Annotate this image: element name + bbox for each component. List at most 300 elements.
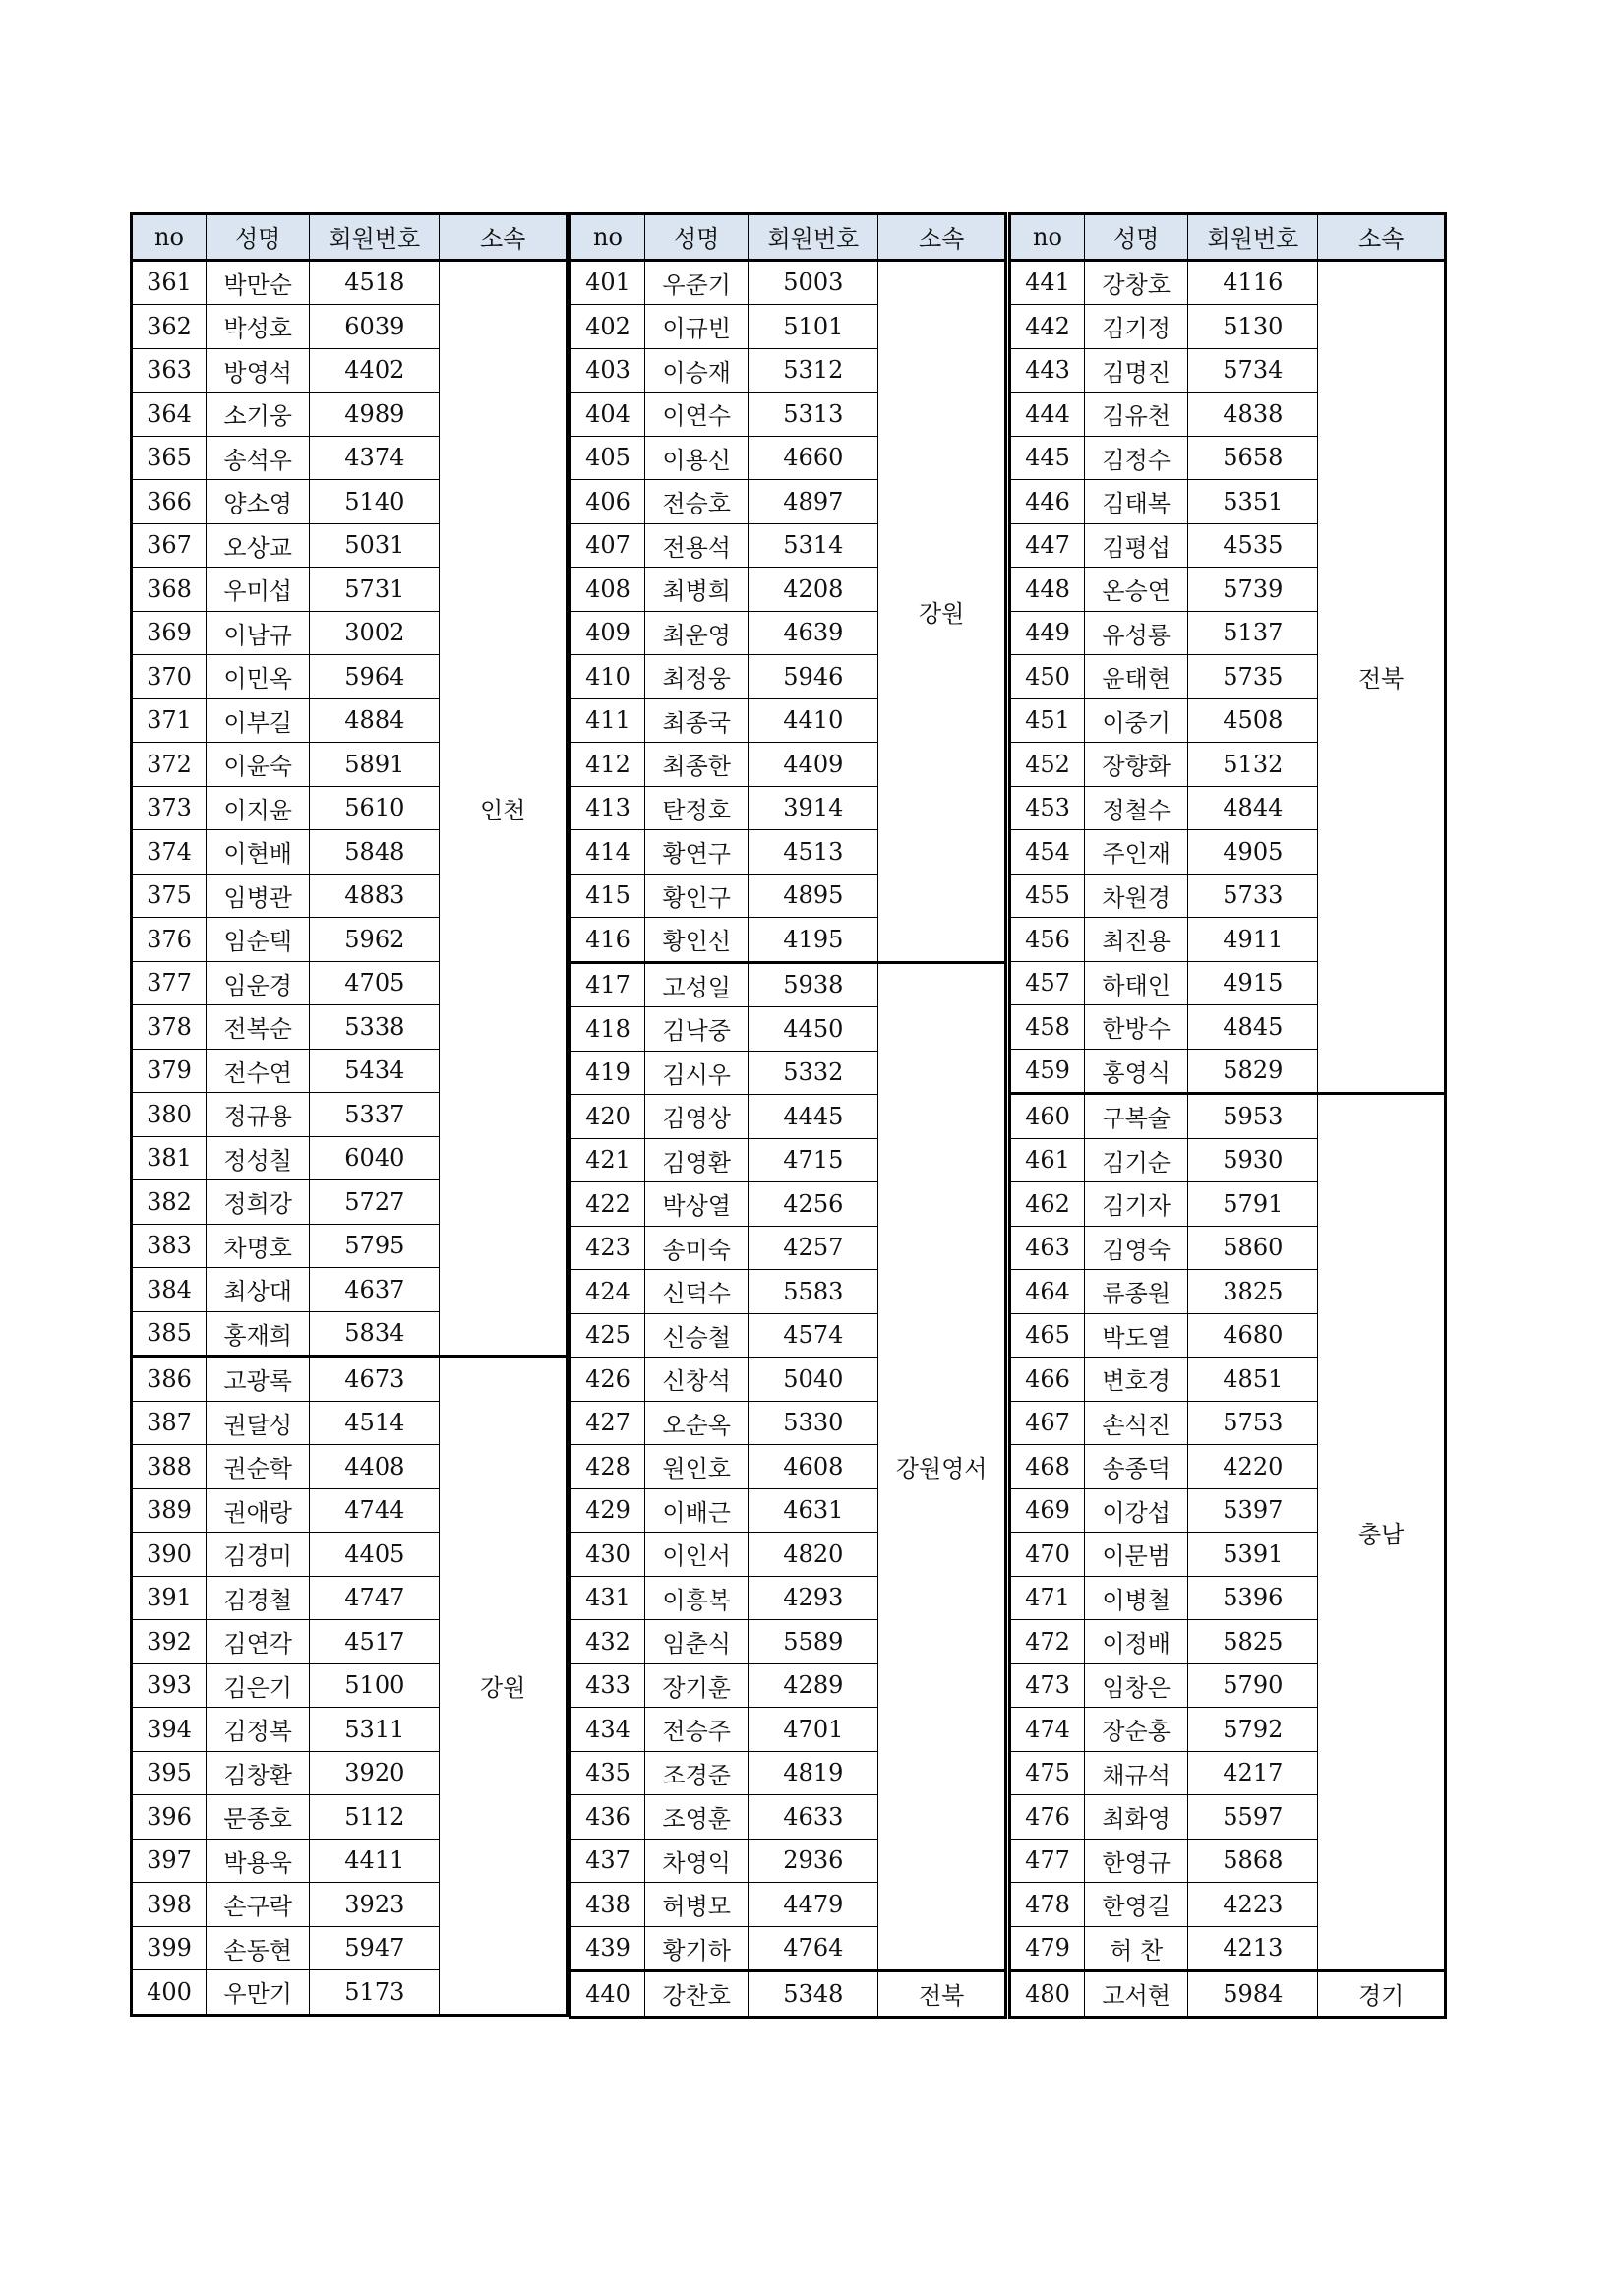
- cell-name: 강창호: [1084, 260, 1187, 305]
- cell-name: 김시우: [644, 1051, 748, 1095]
- cell-name: 이병철: [1084, 1576, 1187, 1620]
- cell-no: 446: [1010, 480, 1085, 524]
- cell-member-no: 4851: [1188, 1358, 1318, 1402]
- cell-no: 440: [570, 1971, 645, 2018]
- cell-name: 양소영: [206, 480, 309, 524]
- cell-name: 임병관: [206, 874, 309, 918]
- cell-no: 452: [1010, 743, 1085, 787]
- cell-no: 371: [132, 698, 207, 743]
- cell-name: 정규용: [206, 1093, 309, 1137]
- cell-no: 397: [132, 1839, 207, 1883]
- cell-no: 469: [1010, 1488, 1085, 1533]
- cell-no: 385: [132, 1311, 207, 1357]
- cell-no: 375: [132, 874, 207, 918]
- cell-name: 이승재: [644, 348, 748, 393]
- cell-member-no: 5984: [1188, 1971, 1318, 2018]
- cell-member-no: 5938: [749, 962, 878, 1007]
- cell-no: 439: [570, 1926, 645, 1971]
- cell-no: 471: [1010, 1576, 1085, 1620]
- cell-no: 442: [1010, 305, 1085, 349]
- cell-member-no: 4518: [310, 260, 440, 305]
- cell-no: 380: [132, 1093, 207, 1137]
- cell-no: 465: [1010, 1313, 1085, 1358]
- cell-member-no: 5332: [749, 1051, 878, 1095]
- cell-member-no: 3923: [310, 1883, 440, 1927]
- cell-no: 370: [132, 655, 207, 699]
- cell-no: 477: [1010, 1839, 1085, 1883]
- cell-no: 430: [570, 1533, 645, 1577]
- cell-member-no: 4411: [310, 1839, 440, 1883]
- cell-member-no: 5753: [1188, 1401, 1318, 1445]
- cell-no: 398: [132, 1883, 207, 1927]
- cell-name: 김연각: [206, 1620, 309, 1664]
- cell-member-no: 5100: [310, 1663, 440, 1708]
- cell-name: 송미숙: [644, 1226, 748, 1270]
- cell-member-no: 4508: [1188, 698, 1318, 743]
- cell-no: 422: [570, 1182, 645, 1227]
- cell-name: 임순택: [206, 918, 309, 962]
- cell-name: 송종덕: [1084, 1445, 1187, 1489]
- cell-member-no: 4479: [749, 1883, 878, 1927]
- cell-no: 410: [570, 655, 645, 699]
- cell-name: 오순옥: [644, 1401, 748, 1445]
- affiliation-cell: 충남: [1318, 1094, 1446, 1971]
- cell-no: 459: [1010, 1049, 1085, 1094]
- cell-member-no: 5173: [310, 1970, 440, 2016]
- cell-no: 453: [1010, 786, 1085, 830]
- cell-no: 365: [132, 436, 207, 480]
- cell-member-no: 5735: [1188, 655, 1318, 699]
- cell-no: 383: [132, 1224, 207, 1268]
- header-row: [570, 214, 1006, 261]
- cell-no: 366: [132, 480, 207, 524]
- cell-name: 김창환: [206, 1751, 309, 1795]
- cell-no: 450: [1010, 655, 1085, 699]
- cell-no: 455: [1010, 874, 1085, 918]
- cell-name: 이용신: [644, 436, 748, 480]
- cell-member-no: 4838: [1188, 393, 1318, 437]
- cell-name: 전승주: [644, 1708, 748, 1752]
- cell-no: 423: [570, 1226, 645, 1270]
- table-row: [570, 962, 1006, 1007]
- cell-no: 419: [570, 1051, 645, 1095]
- cell-member-no: 6039: [310, 305, 440, 349]
- cell-member-no: 5338: [310, 1005, 440, 1050]
- cell-name: 박도열: [1084, 1313, 1187, 1358]
- cell-name: 우미섭: [206, 568, 309, 612]
- cell-no: 467: [1010, 1401, 1085, 1445]
- cell-name: 박성호: [206, 305, 309, 349]
- cell-name: 김영숙: [1084, 1226, 1187, 1270]
- cell-member-no: 4915: [1188, 961, 1318, 1005]
- roster-table-3: [1008, 212, 1447, 2019]
- cell-name: 황인선: [644, 918, 748, 963]
- header-name: 성명: [644, 214, 748, 261]
- cell-no: 432: [570, 1620, 645, 1664]
- cell-name: 이부길: [206, 698, 309, 743]
- cell-name: 손동현: [206, 1926, 309, 1970]
- cell-no: 373: [132, 786, 207, 830]
- cell-member-no: 5953: [1188, 1094, 1318, 1139]
- cell-name: 우준기: [644, 260, 748, 305]
- cell-no: 415: [570, 874, 645, 918]
- cell-no: 411: [570, 698, 645, 743]
- cell-name: 전수연: [206, 1049, 309, 1093]
- cell-member-no: 3914: [749, 786, 878, 830]
- cell-member-no: 4989: [310, 393, 440, 437]
- cell-no: 387: [132, 1401, 207, 1445]
- cell-name: 유성룡: [1084, 611, 1187, 655]
- cell-name: 홍재희: [206, 1311, 309, 1357]
- cell-no: 429: [570, 1488, 645, 1533]
- cell-member-no: 5397: [1188, 1488, 1318, 1533]
- cell-member-no: 5610: [310, 786, 440, 830]
- cell-name: 장기훈: [644, 1663, 748, 1708]
- cell-name: 소기웅: [206, 393, 309, 437]
- cell-member-no: 5946: [749, 655, 878, 699]
- cell-member-no: 5312: [749, 348, 878, 393]
- cell-no: 374: [132, 830, 207, 875]
- cell-name: 김평섭: [1084, 523, 1187, 568]
- cell-name: 신창석: [644, 1358, 748, 1402]
- cell-name: 차영익: [644, 1839, 748, 1883]
- cell-member-no: 5795: [310, 1224, 440, 1268]
- cell-member-no: 4715: [749, 1138, 878, 1182]
- cell-name: 손구락: [206, 1883, 309, 1927]
- cell-name: 장순홍: [1084, 1708, 1187, 1752]
- cell-no: 444: [1010, 393, 1085, 437]
- cell-member-no: 4680: [1188, 1313, 1318, 1358]
- cell-no: 361: [132, 260, 207, 305]
- cell-no: 425: [570, 1313, 645, 1358]
- cell-no: 478: [1010, 1883, 1085, 1927]
- cell-name: 차명호: [206, 1224, 309, 1268]
- cell-name: 한영규: [1084, 1839, 1187, 1883]
- cell-name: 신승철: [644, 1313, 748, 1358]
- cell-member-no: 4883: [310, 874, 440, 918]
- cell-no: 433: [570, 1663, 645, 1708]
- cell-name: 권애랑: [206, 1488, 309, 1533]
- cell-name: 이정배: [1084, 1620, 1187, 1664]
- cell-name: 변호경: [1084, 1358, 1187, 1402]
- cell-member-no: 5734: [1188, 348, 1318, 393]
- cell-name: 허 찬: [1084, 1926, 1187, 1971]
- cell-member-no: 3825: [1188, 1270, 1318, 1314]
- cell-member-no: 4845: [1188, 1005, 1318, 1050]
- cell-member-no: 4633: [749, 1795, 878, 1840]
- cell-name: 정성칠: [206, 1136, 309, 1180]
- cell-member-no: 4747: [310, 1576, 440, 1620]
- table-row: [132, 260, 568, 305]
- cell-no: 454: [1010, 830, 1085, 875]
- cell-name: 이현배: [206, 830, 309, 875]
- header-no: no: [1010, 214, 1085, 261]
- cell-no: 426: [570, 1358, 645, 1402]
- cell-no: 417: [570, 962, 645, 1007]
- cell-name: 김명진: [1084, 348, 1187, 393]
- cell-member-no: 2936: [749, 1839, 878, 1883]
- cell-name: 김정복: [206, 1708, 309, 1752]
- cell-name: 문종호: [206, 1795, 309, 1840]
- cell-name: 최진용: [1084, 918, 1187, 962]
- cell-name: 이중기: [1084, 698, 1187, 743]
- cell-name: 최상대: [206, 1268, 309, 1312]
- cell-member-no: 5658: [1188, 436, 1318, 480]
- cell-member-no: 5391: [1188, 1533, 1318, 1577]
- cell-member-no: 3002: [310, 611, 440, 655]
- cell-no: 435: [570, 1751, 645, 1795]
- affiliation-cell: 경기: [1318, 1971, 1446, 2018]
- cell-member-no: 5962: [310, 918, 440, 962]
- cell-no: 462: [1010, 1182, 1085, 1227]
- cell-member-no: 5733: [1188, 874, 1318, 918]
- cell-name: 고성일: [644, 962, 748, 1007]
- cell-no: 463: [1010, 1226, 1085, 1270]
- cell-name: 홍영식: [1084, 1049, 1187, 1094]
- cell-name: 한영길: [1084, 1883, 1187, 1927]
- cell-member-no: 4637: [310, 1268, 440, 1312]
- cell-member-no: 5314: [749, 523, 878, 568]
- affiliation-cell: 전북: [878, 1971, 1006, 2018]
- cell-member-no: 5930: [1188, 1138, 1318, 1182]
- cell-no: 390: [132, 1533, 207, 1577]
- cell-member-no: 4535: [1188, 523, 1318, 568]
- cell-no: 451: [1010, 698, 1085, 743]
- cell-member-no: 4897: [749, 480, 878, 524]
- cell-no: 399: [132, 1926, 207, 1970]
- cell-member-no: 4289: [749, 1663, 878, 1708]
- cell-member-no: 4884: [310, 698, 440, 743]
- cell-no: 407: [570, 523, 645, 568]
- cell-name: 이민옥: [206, 655, 309, 699]
- affiliation-cell: 전북: [1318, 260, 1446, 1094]
- cell-no: 476: [1010, 1795, 1085, 1840]
- cell-no: 362: [132, 305, 207, 349]
- cell-member-no: 4217: [1188, 1751, 1318, 1795]
- cell-no: 404: [570, 393, 645, 437]
- cell-name: 최운영: [644, 611, 748, 655]
- cell-name: 김태복: [1084, 480, 1187, 524]
- cell-no: 438: [570, 1883, 645, 1927]
- cell-member-no: 4517: [310, 1620, 440, 1664]
- cell-member-no: 5597: [1188, 1795, 1318, 1840]
- cell-name: 하태인: [1084, 961, 1187, 1005]
- cell-name: 전승호: [644, 480, 748, 524]
- cell-no: 460: [1010, 1094, 1085, 1139]
- cell-name: 전복순: [206, 1005, 309, 1050]
- cell-name: 탄정호: [644, 786, 748, 830]
- cell-no: 420: [570, 1095, 645, 1139]
- cell-name: 윤태현: [1084, 655, 1187, 699]
- cell-no: 403: [570, 348, 645, 393]
- cell-no: 378: [132, 1005, 207, 1050]
- cell-member-no: 4764: [749, 1926, 878, 1971]
- cell-no: 466: [1010, 1358, 1085, 1402]
- cell-no: 377: [132, 961, 207, 1005]
- cell-name: 이배근: [644, 1488, 748, 1533]
- cell-no: 391: [132, 1576, 207, 1620]
- cell-member-no: 5311: [310, 1708, 440, 1752]
- cell-name: 정희강: [206, 1180, 309, 1225]
- cell-member-no: 5112: [310, 1795, 440, 1840]
- cell-member-no: 4257: [749, 1226, 878, 1270]
- cell-no: 376: [132, 918, 207, 962]
- cell-member-no: 5834: [310, 1311, 440, 1357]
- cell-member-no: 5589: [749, 1620, 878, 1664]
- cell-no: 392: [132, 1620, 207, 1664]
- cell-name: 김낙중: [644, 1007, 748, 1052]
- cell-no: 448: [1010, 568, 1085, 612]
- cell-member-no: 4374: [310, 436, 440, 480]
- cell-no: 473: [1010, 1663, 1085, 1708]
- cell-name: 정철수: [1084, 786, 1187, 830]
- cell-name: 김정수: [1084, 436, 1187, 480]
- cell-no: 447: [1010, 523, 1085, 568]
- header-no: no: [132, 214, 207, 261]
- cell-no: 416: [570, 918, 645, 963]
- cell-no: 431: [570, 1576, 645, 1620]
- header-row: [132, 214, 568, 261]
- cell-member-no: 4256: [749, 1182, 878, 1227]
- cell-member-no: 5337: [310, 1093, 440, 1137]
- cell-name: 권달성: [206, 1401, 309, 1445]
- cell-member-no: 5583: [749, 1270, 878, 1314]
- cell-member-no: 4705: [310, 961, 440, 1005]
- cell-no: 434: [570, 1708, 645, 1752]
- cell-member-no: 4639: [749, 611, 878, 655]
- cell-name: 강찬호: [644, 1971, 748, 2018]
- cell-member-no: 4409: [749, 743, 878, 787]
- cell-no: 364: [132, 393, 207, 437]
- cell-name: 이연수: [644, 393, 748, 437]
- cell-name: 원인호: [644, 1445, 748, 1489]
- cell-no: 441: [1010, 260, 1085, 305]
- header-name: 성명: [206, 214, 309, 261]
- cell-member-no: 5868: [1188, 1839, 1318, 1883]
- cell-member-no: 4116: [1188, 260, 1318, 305]
- cell-member-no: 5040: [749, 1358, 878, 1402]
- cell-name: 임창은: [1084, 1663, 1187, 1708]
- cell-member-no: 5313: [749, 393, 878, 437]
- cell-member-no: 5891: [310, 743, 440, 787]
- cell-member-no: 4213: [1188, 1926, 1318, 1971]
- cell-name: 황기하: [644, 1926, 748, 1971]
- cell-member-no: 4402: [310, 348, 440, 393]
- cell-no: 413: [570, 786, 645, 830]
- cell-no: 437: [570, 1839, 645, 1883]
- cell-name: 이흥복: [644, 1576, 748, 1620]
- cell-member-no: 4513: [749, 830, 878, 875]
- cell-no: 436: [570, 1795, 645, 1840]
- cell-name: 구복술: [1084, 1094, 1187, 1139]
- cell-member-no: 5434: [310, 1049, 440, 1093]
- cell-member-no: 5348: [749, 1971, 878, 2018]
- cell-no: 405: [570, 436, 645, 480]
- roster-table-1: [130, 212, 569, 2017]
- cell-name: 차원경: [1084, 874, 1187, 918]
- cell-name: 장향화: [1084, 743, 1187, 787]
- cell-member-no: 4514: [310, 1401, 440, 1445]
- cell-no: 363: [132, 348, 207, 393]
- cell-name: 전용석: [644, 523, 748, 568]
- cell-name: 오상교: [206, 523, 309, 568]
- cell-name: 한방수: [1084, 1005, 1187, 1050]
- cell-name: 김은기: [206, 1663, 309, 1708]
- cell-name: 이지윤: [206, 786, 309, 830]
- cell-member-no: 4820: [749, 1533, 878, 1577]
- cell-member-no: 4844: [1188, 786, 1318, 830]
- cell-member-no: 4223: [1188, 1883, 1318, 1927]
- cell-no: 388: [132, 1445, 207, 1489]
- cell-no: 367: [132, 523, 207, 568]
- cell-member-no: 4208: [749, 568, 878, 612]
- header-affiliation: 소속: [878, 214, 1006, 261]
- cell-no: 470: [1010, 1533, 1085, 1577]
- cell-name: 주인재: [1084, 830, 1187, 875]
- cell-member-no: 4574: [749, 1313, 878, 1358]
- cell-no: 449: [1010, 611, 1085, 655]
- cell-name: 손석진: [1084, 1401, 1187, 1445]
- header-affiliation: 소속: [1318, 214, 1446, 261]
- cell-member-no: 5137: [1188, 611, 1318, 655]
- cell-member-no: 5825: [1188, 1620, 1318, 1664]
- header-no: no: [570, 214, 645, 261]
- cell-member-no: 5101: [749, 305, 878, 349]
- affiliation-cell: 강원: [878, 260, 1006, 962]
- cell-member-no: 4819: [749, 1751, 878, 1795]
- cell-name: 김기정: [1084, 305, 1187, 349]
- cell-name: 김기자: [1084, 1182, 1187, 1227]
- cell-no: 418: [570, 1007, 645, 1052]
- cell-no: 456: [1010, 918, 1085, 962]
- table-row: [570, 260, 1006, 305]
- cell-name: 박만순: [206, 260, 309, 305]
- cell-member-no: 4410: [749, 698, 878, 743]
- cell-name: 최병희: [644, 568, 748, 612]
- cell-member-no: 4445: [749, 1095, 878, 1139]
- cell-member-no: 5140: [310, 480, 440, 524]
- cell-name: 최종국: [644, 698, 748, 743]
- cell-name: 이윤숙: [206, 743, 309, 787]
- cell-name: 최정웅: [644, 655, 748, 699]
- header-affiliation: 소속: [440, 214, 568, 261]
- affiliation-cell: 강원영서: [878, 962, 1006, 1971]
- cell-no: 461: [1010, 1138, 1085, 1182]
- cell-no: 445: [1010, 436, 1085, 480]
- cell-member-no: 4408: [310, 1445, 440, 1489]
- cell-no: 401: [570, 260, 645, 305]
- cell-member-no: 6040: [310, 1136, 440, 1180]
- header-row: [1010, 214, 1446, 261]
- cell-no: 475: [1010, 1751, 1085, 1795]
- cell-member-no: 4220: [1188, 1445, 1318, 1489]
- cell-no: 379: [132, 1049, 207, 1093]
- cell-no: 457: [1010, 961, 1085, 1005]
- cell-name: 조경준: [644, 1751, 748, 1795]
- cell-member-no: 5790: [1188, 1663, 1318, 1708]
- cell-name: 박상열: [644, 1182, 748, 1227]
- cell-no: 372: [132, 743, 207, 787]
- cell-member-no: 4631: [749, 1488, 878, 1533]
- cell-name: 이문범: [1084, 1533, 1187, 1577]
- cell-no: 395: [132, 1751, 207, 1795]
- cell-member-no: 5330: [749, 1401, 878, 1445]
- cell-member-no: 4744: [310, 1488, 440, 1533]
- cell-member-no: 5727: [310, 1180, 440, 1225]
- cell-member-no: 5947: [310, 1926, 440, 1970]
- cell-name: 신덕수: [644, 1270, 748, 1314]
- cell-member-no: 4701: [749, 1708, 878, 1752]
